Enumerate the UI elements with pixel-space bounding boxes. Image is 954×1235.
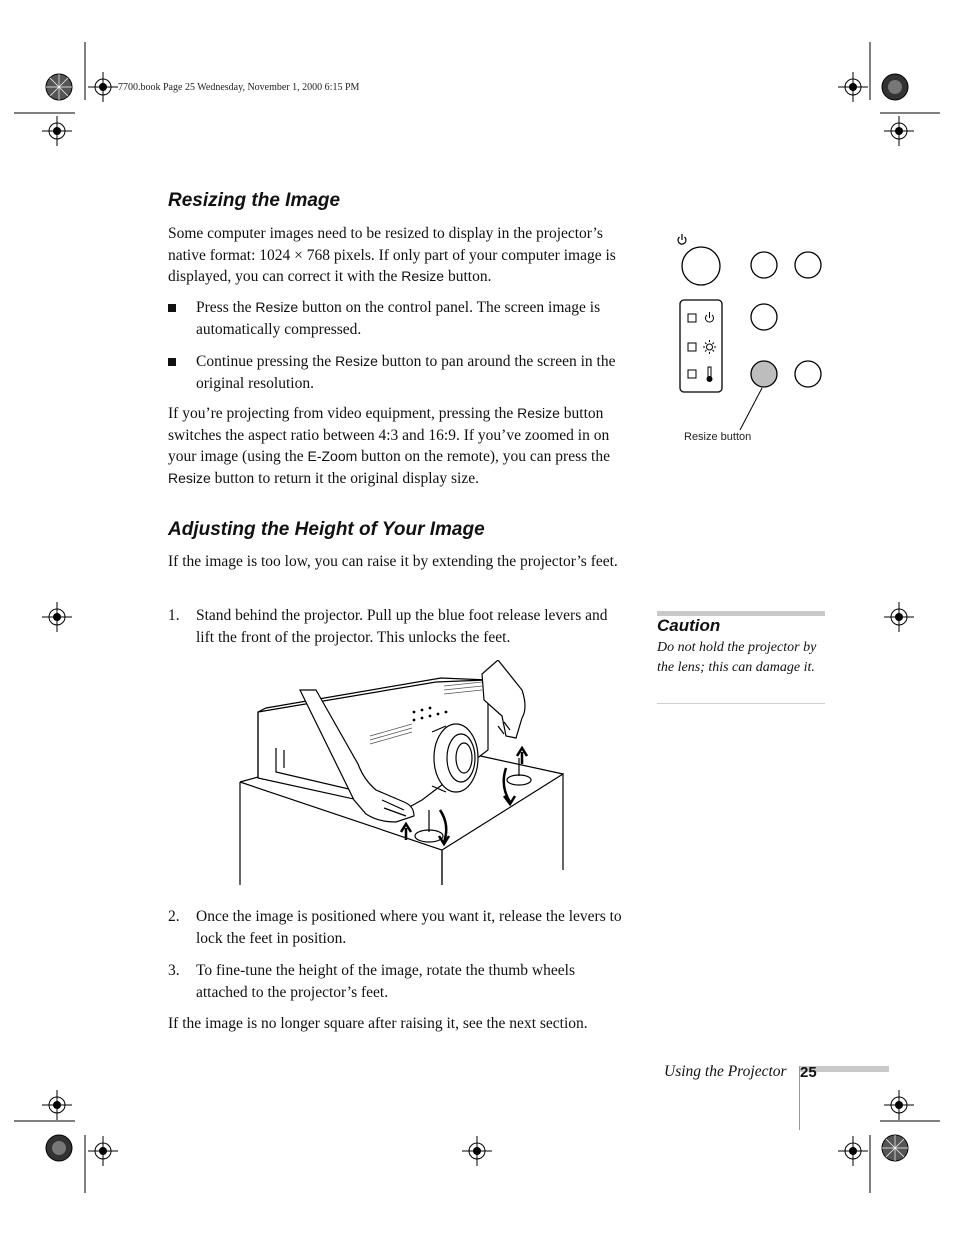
panel-button: [795, 252, 821, 278]
text-run: button on the control panel. The screen image is automatically compressed.: [196, 299, 601, 338]
registration-target-icon: [42, 602, 72, 632]
indicator-panel: [680, 300, 722, 392]
panel-button: [795, 361, 821, 387]
section-heading-resizing: Resizing the Image: [168, 190, 341, 211]
starburst-mark-icon: [45, 73, 73, 101]
bullet-item: [168, 351, 630, 395]
resize-button-caption: Resize button: [684, 431, 752, 443]
closing-paragraph: If the image is no longer square after raising it, see the next section.: [168, 1015, 588, 1032]
footer-chapter-label: Using the Projector: [664, 1063, 787, 1080]
keyword-resize: Resize: [335, 353, 378, 369]
starburst-mark-icon: [881, 1134, 909, 1162]
step-item: [168, 960, 630, 1004]
resize-callout-line: [740, 388, 762, 430]
keyword-resize: Resize: [517, 405, 560, 421]
text-run: button.: [444, 268, 492, 285]
projector-lifting-illustration: [236, 660, 570, 888]
text-run: Continue pressing the: [196, 353, 336, 370]
bullet-text: [196, 351, 628, 394]
starburst-mark-icon: [45, 1134, 73, 1162]
step-text: To fine-tune the height of the image, rotate the thumb wheels attached to the projector’s feet.: [196, 962, 575, 1001]
keyword-e-zoom: E-Zoom: [307, 448, 358, 464]
section-heading-adjusting-height: Adjusting the Height of Your Image: [168, 519, 485, 540]
keyword-resize: Resize: [401, 268, 445, 284]
power-icon: [678, 234, 686, 244]
panel-button: [751, 304, 777, 330]
video-paragraph: [168, 403, 630, 489]
text-run: button switches the aspect ratio between 4:3 and 16:9. If you’ve zoomed in on your image (using the: [168, 405, 610, 465]
text-run: button to pan around the screen in the original resolution.: [196, 353, 616, 392]
registration-target-icon: [884, 116, 914, 146]
step-text: Stand behind the projector. Pull up the blue foot release levers and lift the front of the projector. This unlocks the feet.: [196, 607, 608, 646]
up-arrow-icon: [401, 824, 411, 840]
text-run: button to return it the original display size.: [210, 469, 479, 487]
rotate-arrow-icon: [439, 810, 449, 844]
bullet-text: [196, 297, 628, 340]
registration-target-icon: [884, 602, 914, 632]
caution-title: Caution: [657, 616, 721, 635]
step-text: Once the image is positioned where you want it, release the levers to lock the feet in position.: [196, 908, 622, 947]
step-item: [168, 906, 630, 950]
power-button: [682, 247, 720, 285]
registration-target-icon: [884, 1090, 914, 1120]
registration-target-icon: [88, 1136, 118, 1166]
text-run: If you’re projecting from video equipment, pressing the: [168, 405, 518, 422]
step-number: 1.: [168, 607, 180, 624]
registration-target-icon: [838, 1136, 868, 1166]
registration-target-icon: [462, 1136, 492, 1166]
resize-intro-paragraph: [168, 223, 630, 288]
height-intro-paragraph: If the image is too low, you can raise it by extending the projector’s feet.: [168, 553, 618, 570]
page-number: 25: [800, 1064, 817, 1081]
keyword-resize: Resize: [255, 299, 299, 315]
registration-target-icon: [42, 116, 72, 146]
bullet-square-icon: [168, 297, 176, 319]
starburst-mark-icon: [881, 73, 909, 101]
resize-button: [751, 361, 777, 387]
rear-foot: [507, 775, 531, 785]
text-run: Press the: [196, 299, 256, 316]
rotate-arrow-icon: [504, 768, 515, 804]
panel-button: [751, 252, 777, 278]
registration-target-icon: [838, 72, 868, 102]
caution-divider: [657, 703, 825, 704]
caution-text: Do not hold the projector by the lens; this can damage it.: [657, 640, 817, 675]
bullet-square-icon: [168, 351, 176, 373]
step-item: [168, 605, 630, 649]
step-number: 2.: [168, 908, 180, 925]
text-run: Some computer images need to be resized to display in the projector’s native format: 1024 × 768 pixels. If only part of your computer image is displayed, you can correct it with the: [168, 225, 616, 285]
registration-target-icon: [88, 72, 118, 102]
text-run: button on the remote), you can press the: [357, 448, 610, 465]
keyword-resize: Resize: [168, 469, 211, 486]
control-panel-figure: [668, 228, 838, 438]
bullet-item: [168, 297, 630, 341]
print-slug: 7700.book Page 25 Wednesday, November 1, 2000 6:15 PM: [118, 82, 360, 93]
step-number: 3.: [168, 962, 180, 979]
registration-target-icon: [42, 1090, 72, 1120]
